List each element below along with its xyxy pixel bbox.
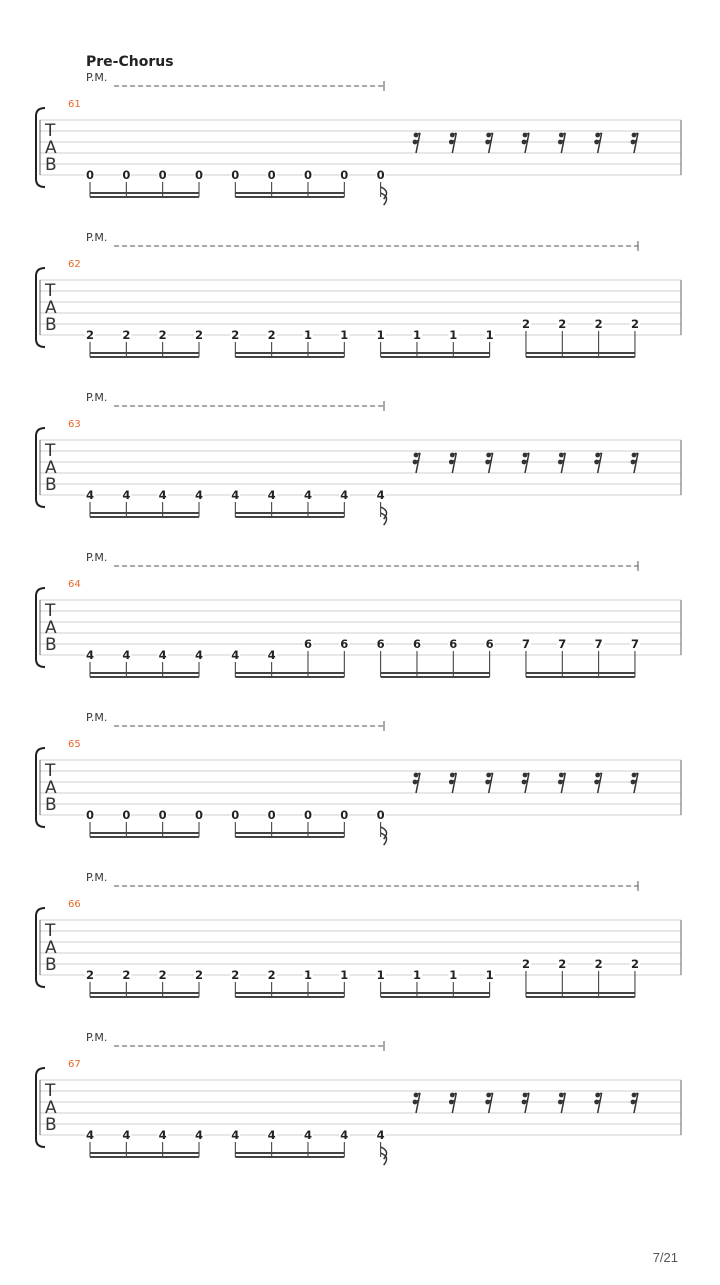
sixteenth-rest (631, 133, 638, 153)
rest-dot (558, 780, 563, 785)
fret-number: 2 (267, 968, 276, 982)
tab-letter: B (45, 1115, 57, 1135)
tab-system (36, 231, 681, 357)
rest-dot (558, 460, 563, 465)
fret-number: 0 (376, 808, 385, 822)
fret-number: 0 (85, 808, 95, 822)
fret-number: 0 (85, 168, 95, 182)
fret-number: 0 (340, 808, 349, 822)
fret-number: 0 (194, 808, 203, 822)
fret-number: 4 (376, 488, 385, 502)
tab-letter: A (45, 458, 57, 478)
rest-dot (558, 140, 563, 145)
fret-number: 1 (485, 968, 494, 982)
tab-letter: A (45, 618, 57, 638)
fret-number: 0 (303, 168, 312, 182)
measure-number: 61 (68, 99, 81, 110)
tab-letter: T (45, 761, 56, 781)
fret-number: 1 (412, 328, 421, 342)
fret-number: 2 (85, 328, 95, 342)
fret-number: 4 (303, 1128, 312, 1142)
fret-number: 0 (231, 168, 240, 182)
rest-dot (559, 133, 564, 138)
measure-number: 63 (68, 419, 81, 430)
fret-number: 2 (521, 957, 530, 971)
palm-mute-label: P.M. (86, 711, 108, 724)
tab-letter: B (45, 795, 57, 815)
tab-system (36, 71, 681, 205)
rest-dot (559, 453, 564, 458)
palm-mute-label: P.M. (86, 231, 108, 244)
sixteenth-rest (558, 133, 565, 153)
fret-number: 2 (231, 328, 240, 342)
fret-number: 1 (303, 968, 312, 982)
fret-number: 2 (558, 957, 567, 971)
fret-number: 2 (558, 317, 567, 331)
tab-letter: A (45, 1098, 57, 1118)
fret-number: 4 (231, 1128, 240, 1142)
fret-number: 1 (485, 328, 494, 342)
fret-number: 1 (376, 328, 385, 342)
fret-number: 2 (630, 317, 639, 331)
sixteenth-rest (413, 1093, 420, 1113)
fret-number: 6 (412, 637, 421, 651)
sixteenth-rest (413, 453, 420, 473)
fret-number: 1 (376, 968, 385, 982)
fret-number: 0 (340, 168, 349, 182)
sixteenth-rest (594, 1093, 601, 1113)
fret-number: 4 (303, 488, 312, 502)
sixteenth-rest (485, 453, 492, 473)
section-title: Pre-Chorus (86, 54, 174, 70)
fret-number: 0 (158, 808, 167, 822)
fret-number: 0 (267, 168, 276, 182)
rest-dot (558, 1100, 563, 1105)
measure-number: 66 (68, 899, 81, 910)
fret-number: 1 (449, 328, 458, 342)
fret-number: 4 (231, 488, 240, 502)
sixteenth-rest (413, 133, 420, 153)
note-flag (381, 187, 387, 205)
fret-number: 4 (85, 648, 95, 662)
fret-number: 4 (194, 488, 203, 502)
fret-number: 4 (194, 648, 203, 662)
fret-number: 2 (194, 968, 203, 982)
sixteenth-rest (449, 133, 456, 153)
sixteenth-rest (449, 1093, 456, 1113)
sixteenth-rest (522, 1093, 529, 1113)
tab-letter: T (45, 1081, 56, 1101)
tab-letter: B (45, 635, 57, 655)
tab-system (36, 871, 681, 997)
fret-number: 2 (630, 957, 639, 971)
tab-letter: B (45, 155, 57, 175)
fret-number: 4 (158, 488, 167, 502)
measure-number: 64 (68, 579, 81, 590)
tab-letter: T (45, 921, 56, 941)
tab-system (36, 391, 681, 525)
measure-number: 65 (68, 739, 81, 750)
note-flag (381, 1147, 387, 1165)
fret-number: 4 (122, 648, 131, 662)
sixteenth-rest (522, 133, 529, 153)
sixteenth-rest (594, 453, 601, 473)
sixteenth-rest (485, 1093, 492, 1113)
fret-number: 4 (267, 1128, 276, 1142)
fret-number: 2 (194, 328, 203, 342)
fret-number: 6 (303, 637, 312, 651)
palm-mute-label: P.M. (86, 551, 108, 564)
fret-number: 2 (521, 317, 530, 331)
sixteenth-rest (558, 1093, 565, 1113)
sixteenth-rest (631, 773, 638, 793)
sixteenth-rest (631, 1093, 638, 1113)
fret-number: 0 (158, 168, 167, 182)
fret-number: 0 (231, 808, 240, 822)
tab-letter: A (45, 778, 57, 798)
tab-letter: B (45, 315, 57, 335)
fret-number: 0 (303, 808, 312, 822)
sixteenth-rest (558, 773, 565, 793)
tab-letter: T (45, 121, 56, 141)
sixteenth-rest (485, 773, 492, 793)
sixteenth-rest (522, 453, 529, 473)
tab-letter: A (45, 938, 57, 958)
fret-number: 6 (340, 637, 349, 651)
fret-number: 1 (449, 968, 458, 982)
tab-system (36, 711, 681, 845)
rest-dot (559, 773, 564, 778)
fret-number: 2 (85, 968, 95, 982)
fret-number: 4 (194, 1128, 203, 1142)
fret-number: 2 (594, 957, 603, 971)
fret-number: 7 (558, 637, 567, 651)
fret-number: 0 (194, 168, 203, 182)
palm-mute-label: P.M. (86, 71, 108, 84)
palm-mute-label: P.M. (86, 391, 108, 404)
fret-number: 2 (158, 968, 167, 982)
note-flag (381, 827, 387, 845)
fret-number: 0 (122, 168, 131, 182)
sixteenth-rest (449, 773, 456, 793)
sixteenth-rest (594, 773, 601, 793)
measure-number: 67 (68, 1059, 81, 1070)
palm-mute-label: P.M. (86, 871, 108, 884)
fret-number: 2 (122, 968, 131, 982)
fret-number: 2 (267, 328, 276, 342)
fret-number: 2 (158, 328, 167, 342)
fret-number: 7 (521, 637, 530, 651)
sixteenth-rest (594, 133, 601, 153)
tab-letter: B (45, 475, 57, 495)
fret-number: 4 (340, 488, 349, 502)
fret-number: 0 (267, 808, 276, 822)
fret-number: 1 (303, 328, 312, 342)
sixteenth-rest (631, 453, 638, 473)
fret-number: 4 (85, 1128, 95, 1142)
fret-number: 4 (85, 488, 95, 502)
sixteenth-rest (413, 773, 420, 793)
fret-number: 6 (376, 637, 385, 651)
fret-number: 4 (376, 1128, 385, 1142)
tab-letter: B (45, 955, 57, 975)
fret-number: 2 (122, 328, 131, 342)
fret-number: 0 (376, 168, 385, 182)
sixteenth-rest (558, 453, 565, 473)
fret-number: 4 (267, 488, 276, 502)
fret-number: 4 (122, 488, 131, 502)
sixteenth-rest (449, 453, 456, 473)
fret-number: 7 (630, 637, 639, 651)
fret-number: 2 (231, 968, 240, 982)
rest-dot (559, 1093, 564, 1098)
fret-number: 0 (122, 808, 131, 822)
fret-number: 2 (594, 317, 603, 331)
tab-letter: T (45, 601, 56, 621)
palm-mute-label: P.M. (86, 1031, 108, 1044)
tab-system (36, 551, 681, 677)
fret-number: 4 (158, 648, 167, 662)
page-number: 7/21 (652, 1250, 678, 1265)
fret-number: 4 (122, 1128, 131, 1142)
fret-number: 6 (449, 637, 458, 651)
tab-letter: T (45, 441, 56, 461)
sixteenth-rest (522, 773, 529, 793)
measure-number: 62 (68, 259, 81, 270)
fret-number: 1 (340, 968, 349, 982)
tab-letter: A (45, 138, 57, 158)
fret-number: 4 (267, 648, 276, 662)
fret-number: 7 (594, 637, 603, 651)
fret-number: 1 (412, 968, 421, 982)
tab-letter: T (45, 281, 56, 301)
fret-number: 4 (231, 648, 240, 662)
note-flag (381, 507, 387, 525)
fret-number: 6 (485, 637, 494, 651)
fret-number: 1 (340, 328, 349, 342)
fret-number: 4 (340, 1128, 349, 1142)
tab-system (36, 1031, 681, 1165)
tab-letter: A (45, 298, 57, 318)
fret-number: 4 (158, 1128, 167, 1142)
sixteenth-rest (485, 133, 492, 153)
